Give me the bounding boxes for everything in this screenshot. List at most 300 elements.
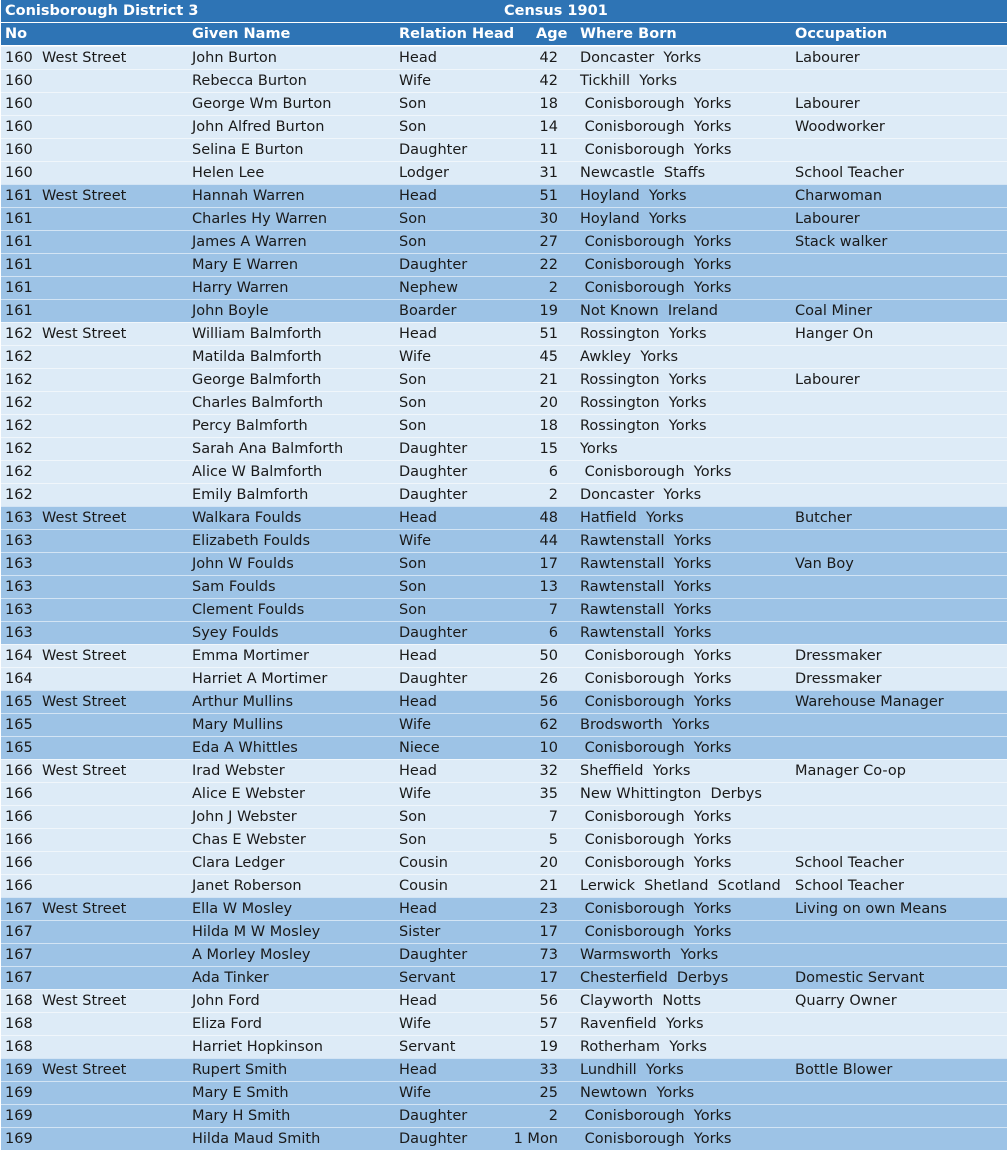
row-given-name: Mary E Smith [192,1085,289,1101]
row-relation: Cousin [399,855,448,871]
row-relation: Boarder [399,303,457,319]
table-row [1,299,1007,322]
table-row [1,368,1007,391]
table-row [1,207,1007,230]
table-row [1,1081,1007,1104]
table-row [1,874,1007,897]
row-occupation: Butcher [795,510,852,526]
row-relation: Head [399,648,437,664]
row-age: 17 [539,970,558,986]
table-body [1,46,1007,1150]
table-row [1,230,1007,253]
row-no: 167 [5,901,33,917]
table-row [1,161,1007,184]
row-age: 51 [539,326,558,342]
row-age: 42 [539,73,558,89]
row-no: 169 [5,1085,33,1101]
row-given-name: Charles Balmforth [192,395,324,411]
row-street: West Street [42,993,127,1009]
row-age: 35 [539,786,558,802]
table-row [1,46,1007,69]
row-given-name: Mary Mullins [192,717,284,733]
row-age: 26 [539,671,558,687]
header-age: Age [536,26,568,42]
table-row [1,1104,1007,1127]
row-no: 163 [5,579,33,595]
row-no: 166 [5,786,33,802]
row-relation: Wife [399,1016,432,1032]
row-occupation: Van Boy [795,556,854,572]
row-age: 21 [539,878,558,894]
table-row [1,966,1007,989]
row-occupation: Hanger On [795,326,874,342]
row-given-name: John J Webster [192,809,297,825]
row-age: 62 [539,717,558,733]
row-age: 22 [539,257,558,273]
table-row [1,736,1007,759]
row-age: 7 [548,809,558,825]
row-given-name: Eda A Whittles [192,740,298,756]
row-where-born: Hoyland Yorks [580,211,687,227]
table-row [1,276,1007,299]
row-where-born: Conisborough Yorks [580,832,732,848]
row-relation: Head [399,901,437,917]
row-given-name: Irad Webster [192,763,285,779]
row-relation: Son [399,418,427,434]
row-no: 162 [5,418,33,434]
row-age: 6 [548,625,558,641]
row-occupation: Warehouse Manager [795,694,944,710]
row-no: 160 [5,142,33,158]
row-where-born: Sheffield Yorks [580,763,691,779]
row-occupation: Bottle Blower [795,1062,893,1078]
title-row [1,0,1007,23]
row-given-name: Chas E Webster [192,832,306,848]
row-no: 160 [5,73,33,89]
table-row [1,897,1007,920]
row-no: 168 [5,993,33,1009]
row-age: 56 [539,993,558,1009]
row-given-name: Charles Hy Warren [192,211,328,227]
row-age: 17 [539,556,558,572]
row-given-name: John W Foulds [192,556,294,572]
row-occupation: Quarry Owner [795,993,897,1009]
row-where-born: Warmsworth Yorks [580,947,719,963]
row-no: 162 [5,349,33,365]
table-row [1,690,1007,713]
row-street: West Street [42,763,127,779]
row-no: 166 [5,832,33,848]
row-where-born: Clayworth Notts [580,993,702,1009]
row-relation: Niece [399,740,440,756]
row-where-born: Rawtenstall Yorks [580,625,712,641]
row-relation: Son [399,96,427,112]
table-row [1,345,1007,368]
row-no: 160 [5,119,33,135]
row-occupation: Charwoman [795,188,883,204]
row-where-born: Yorks [580,441,618,457]
row-no: 163 [5,510,33,526]
table-row [1,184,1007,207]
row-relation: Servant [399,970,456,986]
table-row [1,322,1007,345]
row-where-born: Rotherham Yorks [580,1039,707,1055]
row-no: 166 [5,763,33,779]
row-where-born: Conisborough Yorks [580,740,732,756]
row-given-name: Janet Roberson [192,878,302,894]
row-where-born: Newcastle Staffs [580,165,706,181]
row-age: 18 [539,418,558,434]
row-where-born: Hatfield Yorks [580,510,684,526]
row-where-born: Doncaster Yorks [580,487,702,503]
row-where-born: Conisborough Yorks [580,1108,732,1124]
table-row [1,575,1007,598]
row-given-name: Harriet A Mortimer [192,671,328,687]
row-no: 166 [5,855,33,871]
row-relation: Sister [399,924,441,940]
row-occupation: Domestic Servant [795,970,925,986]
sheet-title: Conisborough District 3 [5,3,199,19]
row-where-born: Conisborough Yorks [580,257,732,273]
row-no: 165 [5,694,33,710]
row-relation: Wife [399,1085,432,1101]
header-given-name: Given Name [192,26,291,42]
row-occupation: Labourer [795,96,860,112]
row-age: 30 [539,211,558,227]
row-age: 6 [548,464,558,480]
row-street: West Street [42,1062,127,1078]
row-given-name: John Ford [192,993,260,1009]
row-relation: Wife [399,349,432,365]
row-relation: Wife [399,533,432,549]
row-street: West Street [42,510,127,526]
row-where-born: Ravenfield Yorks [580,1016,704,1032]
row-age: 14 [539,119,558,135]
row-occupation: Labourer [795,211,860,227]
row-where-born: Hoyland Yorks [580,188,687,204]
row-relation: Son [399,211,427,227]
row-relation: Daughter [399,947,468,963]
row-age: 57 [539,1016,558,1032]
header-where-born: Where Born [580,26,677,42]
row-occupation: Coal Miner [795,303,873,319]
row-no: 162 [5,464,33,480]
row-given-name: Harry Warren [192,280,289,296]
table-row [1,437,1007,460]
row-relation: Wife [399,786,432,802]
row-where-born: Rossington Yorks [580,372,707,388]
row-where-born: Brodsworth Yorks [580,717,710,733]
row-age: 20 [539,855,558,871]
row-no: 166 [5,809,33,825]
row-where-born: Conisborough Yorks [580,671,732,687]
row-where-born: Not Known Ireland [580,303,718,319]
table-row [1,460,1007,483]
row-age: 5 [548,832,558,848]
row-street: West Street [42,648,127,664]
row-occupation: Labourer [795,50,860,66]
row-relation: Son [399,119,427,135]
row-relation: Head [399,694,437,710]
row-relation: Son [399,372,427,388]
row-given-name: Arthur Mullins [192,694,294,710]
row-occupation: Dressmaker [795,648,882,664]
row-relation: Son [399,234,427,250]
row-given-name: George Wm Burton [192,96,332,112]
table-row [1,667,1007,690]
row-where-born: Rossington Yorks [580,418,707,434]
row-relation: Head [399,50,437,66]
row-age: 42 [539,50,558,66]
row-relation: Daughter [399,464,468,480]
row-relation: Son [399,579,427,595]
row-no: 160 [5,96,33,112]
column-header-row [1,23,1007,46]
table-row [1,782,1007,805]
row-no: 168 [5,1016,33,1032]
row-where-born: Conisborough Yorks [580,855,732,871]
row-age: 1 Mon [513,1131,558,1147]
row-age: 7 [548,602,558,618]
table-row [1,713,1007,736]
row-no: 166 [5,878,33,894]
row-where-born: Awkley Yorks [580,349,679,365]
row-where-born: Conisborough Yorks [580,694,732,710]
row-relation: Wife [399,717,432,733]
header-occupation: Occupation [795,26,888,42]
row-no: 163 [5,533,33,549]
table-row [1,1012,1007,1035]
row-occupation: School Teacher [795,855,904,871]
row-given-name: Hannah Warren [192,188,305,204]
table-row [1,805,1007,828]
row-given-name: William Balmforth [192,326,322,342]
row-street: West Street [42,326,127,342]
row-relation: Head [399,188,437,204]
row-where-born: Rossington Yorks [580,326,707,342]
row-no: 161 [5,303,33,319]
row-no: 162 [5,487,33,503]
row-given-name: Ella W Mosley [192,901,293,917]
row-no: 160 [5,165,33,181]
row-street: West Street [42,694,127,710]
row-relation: Son [399,602,427,618]
row-relation: Servant [399,1039,456,1055]
row-age: 2 [548,280,558,296]
row-where-born: Conisborough Yorks [580,1131,732,1147]
table-row [1,506,1007,529]
row-given-name: Elizabeth Foulds [192,533,310,549]
row-age: 21 [539,372,558,388]
row-age: 17 [539,924,558,940]
row-relation: Head [399,510,437,526]
row-no: 161 [5,257,33,273]
row-no: 162 [5,395,33,411]
row-given-name: Hilda M W Mosley [192,924,321,940]
row-where-born: Conisborough Yorks [580,96,732,112]
row-age: 2 [548,487,558,503]
row-where-born: Conisborough Yorks [580,901,732,917]
row-age: 2 [548,1108,558,1124]
row-occupation: Living on own Means [795,901,947,917]
row-where-born: Conisborough Yorks [580,464,732,480]
row-no: 162 [5,441,33,457]
row-relation: Head [399,326,437,342]
row-relation: Nephew [399,280,458,296]
row-given-name: Rupert Smith [192,1062,288,1078]
row-no: 167 [5,947,33,963]
row-age: 31 [539,165,558,181]
row-relation: Head [399,993,437,1009]
row-given-name: Percy Balmforth [192,418,308,434]
row-age: 23 [539,901,558,917]
table-row [1,621,1007,644]
row-no: 161 [5,211,33,227]
table-row [1,69,1007,92]
row-age: 10 [539,740,558,756]
row-relation: Daughter [399,257,468,273]
row-age: 44 [539,533,558,549]
row-no: 164 [5,648,33,664]
row-no: 163 [5,602,33,618]
row-relation: Daughter [399,142,468,158]
row-relation: Son [399,556,427,572]
row-age: 27 [539,234,558,250]
row-no: 169 [5,1108,33,1124]
row-no: 167 [5,970,33,986]
row-age: 13 [539,579,558,595]
row-given-name: Clara Ledger [192,855,285,871]
row-no: 161 [5,188,33,204]
row-given-name: Emily Balmforth [192,487,309,503]
table-row [1,828,1007,851]
table-row [1,1127,1007,1150]
row-where-born: Conisborough Yorks [580,142,732,158]
row-given-name: John Alfred Burton [192,119,325,135]
census-year-title: Census 1901 [504,3,608,19]
row-relation: Daughter [399,441,468,457]
row-no: 164 [5,671,33,687]
row-given-name: Sarah Ana Balmforth [192,441,344,457]
row-no: 168 [5,1039,33,1055]
row-age: 25 [539,1085,558,1101]
row-no: 163 [5,556,33,572]
row-no: 161 [5,234,33,250]
table-row [1,920,1007,943]
row-occupation: Stack walker [795,234,888,250]
row-no: 165 [5,717,33,733]
row-where-born: Rawtenstall Yorks [580,533,712,549]
row-given-name: James A Warren [192,234,307,250]
row-where-born: Lundhill Yorks [580,1062,684,1078]
row-relation: Cousin [399,878,448,894]
table-row [1,529,1007,552]
row-given-name: Rebecca Burton [192,73,307,89]
row-no: 162 [5,372,33,388]
row-where-born: Chesterfield Derbys [580,970,729,986]
row-no: 169 [5,1062,33,1078]
table-row [1,483,1007,506]
table-row [1,552,1007,575]
row-given-name: Mary H Smith [192,1108,291,1124]
row-where-born: Rawtenstall Yorks [580,602,712,618]
row-given-name: Clement Foulds [192,602,305,618]
row-relation: Daughter [399,1131,468,1147]
row-street: West Street [42,901,127,917]
row-age: 50 [539,648,558,664]
row-no: 163 [5,625,33,641]
table-row [1,1035,1007,1058]
row-age: 73 [539,947,558,963]
header-no: No [5,26,28,42]
row-given-name: George Balmforth [192,372,322,388]
row-age: 19 [539,1039,558,1055]
row-given-name: John Burton [192,50,277,66]
row-where-born: Conisborough Yorks [580,924,732,940]
row-given-name: John Boyle [192,303,269,319]
row-relation: Wife [399,73,432,89]
table-row [1,851,1007,874]
table-row [1,598,1007,621]
row-age: 51 [539,188,558,204]
row-where-born: Tickhill Yorks [580,73,678,89]
row-relation: Head [399,763,437,779]
row-age: 11 [539,142,558,158]
row-where-born: Conisborough Yorks [580,809,732,825]
row-where-born: Rossington Yorks [580,395,707,411]
table-row [1,391,1007,414]
row-given-name: Alice E Webster [192,786,305,802]
row-no: 165 [5,740,33,756]
row-given-name: Sam Foulds [192,579,276,595]
row-where-born: Conisborough Yorks [580,119,732,135]
table-row [1,943,1007,966]
row-given-name: Ada Tinker [192,970,269,986]
table-row [1,759,1007,782]
table-row [1,138,1007,161]
row-age: 19 [539,303,558,319]
row-occupation: Manager Co-op [795,763,907,779]
row-given-name: Alice W Balmforth [192,464,323,480]
row-given-name: Emma Mortimer [192,648,309,664]
row-age: 32 [539,763,558,779]
row-relation: Daughter [399,1108,468,1124]
row-no: 167 [5,924,33,940]
row-occupation: Woodworker [795,119,885,135]
row-given-name: Syey Foulds [192,625,279,641]
row-age: 48 [539,510,558,526]
row-age: 15 [539,441,558,457]
row-where-born: Rawtenstall Yorks [580,556,712,572]
row-given-name: A Morley Mosley [192,947,311,963]
table-row [1,414,1007,437]
table-row [1,92,1007,115]
row-relation: Daughter [399,625,468,641]
row-given-name: Mary E Warren [192,257,299,273]
row-relation: Head [399,1062,437,1078]
table-row [1,1058,1007,1081]
row-where-born: New Whittington Derbys [580,786,762,802]
row-occupation: Labourer [795,372,860,388]
row-relation: Son [399,809,427,825]
row-where-born: Conisborough Yorks [580,234,732,250]
row-relation: Son [399,832,427,848]
row-where-born: Lerwick Shetland Scotland [580,878,781,894]
header-relation: Relation Head [399,26,515,42]
row-given-name: Eliza Ford [192,1016,262,1032]
row-age: 18 [539,96,558,112]
row-relation: Daughter [399,487,468,503]
